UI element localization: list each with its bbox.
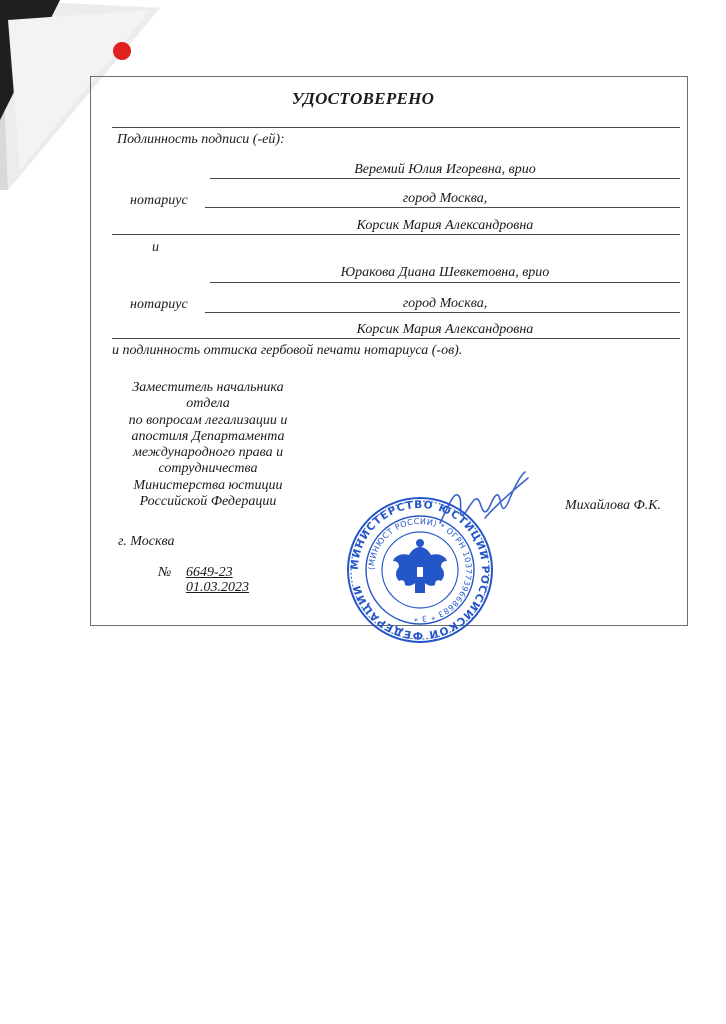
notary-name: Корсик Мария Александровна xyxy=(356,218,534,233)
seal-inner-text: (МИНЮСТ РОССИИ) * ОГРН 1037739668683 * 3 * xyxy=(366,516,474,624)
divider-line xyxy=(112,127,680,128)
number-sign: № xyxy=(158,565,172,580)
official-name: Михайлова Ф.К. xyxy=(565,498,662,513)
official-title-line: отдела xyxy=(186,396,230,412)
official-title-line: Министерства юстиции xyxy=(133,477,283,493)
official-title-line: международного права и xyxy=(132,445,284,461)
eagle-emblem-icon xyxy=(393,539,447,593)
notary-name-line: Юракова Диана Шевкетовна, врио xyxy=(340,265,550,280)
certificate-title: УДОСТОВЕРЕНО xyxy=(291,89,435,108)
red-mark xyxy=(113,42,131,60)
divider-line xyxy=(205,312,680,313)
divider-line xyxy=(210,282,680,283)
official-title-line: сотрудничества xyxy=(158,461,258,477)
divider-line xyxy=(210,178,680,179)
official-title-line: Российской Федерации xyxy=(139,494,277,510)
notary-role: нотариус xyxy=(130,297,188,312)
notary-name: Корсик Мария Александровна xyxy=(356,322,534,337)
official-title-line: Заместитель начальника xyxy=(132,380,284,395)
city-label: г. Москва xyxy=(118,534,175,549)
registration-number: 6649-23 xyxy=(186,565,233,580)
registration-date: 01.03.2023 xyxy=(186,580,249,595)
notary-name-line: Веремий Юлия Игоревна, врио xyxy=(354,162,536,177)
divider-line xyxy=(205,207,680,208)
conjunction: и xyxy=(152,240,159,255)
divider-line xyxy=(112,234,680,235)
signature-authenticity-label: Подлинность подписи (-ей): xyxy=(117,132,285,147)
official-title-line: апостиля Департамента xyxy=(131,428,285,444)
notary-city: город Москва, xyxy=(402,191,488,206)
seal-outer-text: МИНИСТЕРСТВО ЮСТИЦИИ РОССИЙСКОЙ ФЕДЕРАЦИИ xyxy=(348,498,492,642)
notary-role: нотариус xyxy=(130,193,188,208)
official-title-line: по вопросам легализации и xyxy=(128,412,288,428)
notary-city: город Москва, xyxy=(402,296,488,311)
official-seal xyxy=(345,495,495,645)
seal-authenticity-text: и подлинность оттиска гербовой печати нотариуса (-ов). xyxy=(112,343,463,358)
divider-line xyxy=(112,338,680,339)
official-title xyxy=(110,380,306,510)
